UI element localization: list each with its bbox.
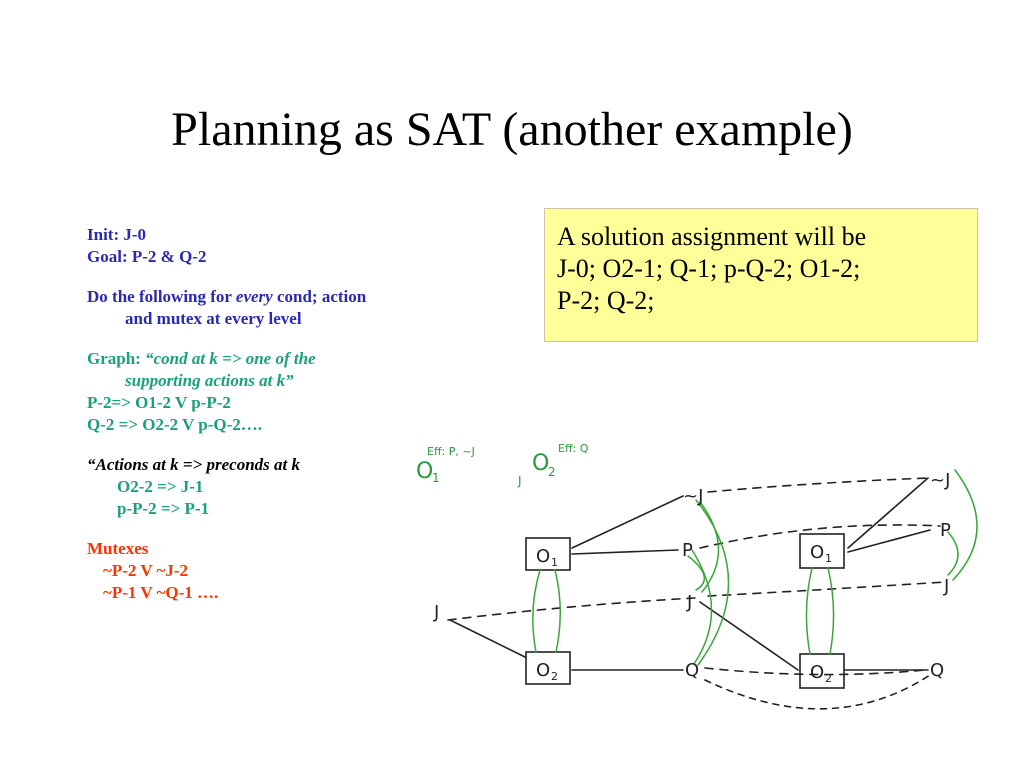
slide-title: Planning as SAT (another example): [171, 103, 853, 156]
graph-label: Graph:: [87, 349, 146, 368]
edge-o1-p2: [848, 530, 930, 552]
level2-p: P: [940, 520, 951, 541]
graph-quote-2: supporting actions at k”: [125, 371, 294, 390]
o2-l2-label: O: [810, 662, 825, 683]
legend-o1: O: [416, 459, 434, 484]
level2-notj: ~J: [930, 470, 951, 491]
edge-o1-p: [572, 550, 678, 554]
persist-notj1-notj2: [708, 478, 930, 492]
edge-j0-o2: [450, 620, 525, 657]
level1-j: J: [687, 592, 693, 613]
graph-line: [87, 348, 477, 370]
level2-q: Q: [930, 660, 945, 681]
do-every: every: [235, 287, 273, 306]
edge-o1-notj: [572, 496, 683, 548]
edge-j1-o2-2: [700, 602, 798, 670]
graph-example-1: P-2=> O1-2 V p-P-2: [87, 393, 231, 412]
mutex-notj-q: [696, 500, 729, 665]
level1-notj: ~J: [683, 486, 704, 507]
o1-eff-annotation: Eff: P, ~J: [427, 445, 475, 458]
mutexes-label: Mutexes: [87, 539, 149, 558]
do-line: [87, 286, 477, 308]
level1-q: Q: [685, 660, 700, 681]
planning-graph-diagram: [400, 420, 1000, 720]
mutex-p-j: [688, 556, 704, 590]
graph-example-2: Q-2 => O2-2 V p-Q-2….: [87, 415, 263, 434]
o2-l1-sub: 2: [551, 670, 558, 683]
do-suffix: cond; action: [272, 287, 367, 306]
level0-j: J: [434, 602, 440, 623]
solution-line-1: A solution assignment will be: [557, 222, 867, 251]
o1-l1-label: O: [536, 546, 551, 567]
init-line: Init: J-0: [87, 225, 147, 244]
actions-example-2: p-P-2 => P-1: [117, 499, 210, 518]
do-prefix: Do the following for: [87, 287, 236, 306]
edge-o1-notj2: [848, 478, 928, 548]
mutex-o1-o2-l1b: [555, 570, 560, 652]
o2-eff-annotation: Eff: Q: [558, 442, 589, 455]
solution-line-2: J-0; O2-1; Q-1; p-Q-2; O1-2;: [557, 254, 861, 283]
o1-l1-sub: 1: [551, 556, 558, 569]
legend-o2: O: [532, 451, 550, 476]
solution-line-3: P-2; Q-2;: [557, 286, 655, 315]
legend-o1-sub: 1: [432, 471, 440, 485]
level2-j: J: [944, 576, 950, 597]
mutex-example-1: ~P-2 V ~J-2: [103, 561, 189, 580]
goal-line: Goal: P-2 & Q-2: [87, 247, 207, 266]
level1-p: P: [682, 540, 693, 561]
o1-l2-label: O: [810, 542, 825, 563]
o1-l2-sub: 1: [825, 552, 832, 565]
persist-j0-j1: [448, 598, 695, 620]
mutex-o1-o2-l2b: [828, 568, 834, 654]
mutex-o1-o2-l2a: [806, 568, 812, 654]
persist-j1-j2: [708, 582, 945, 596]
mutex-o1-o2-l1a: [533, 570, 540, 652]
do-line-2: and mutex at every level: [125, 309, 302, 328]
graph-quote-1: “cond at k => one of the: [145, 349, 316, 368]
o2-l2-sub: 2: [825, 672, 832, 685]
legend-j: J: [518, 474, 522, 488]
solution-box: [544, 208, 978, 342]
o2-l1-label: O: [536, 660, 551, 681]
actions-example-1: O2-2 => J-1: [117, 477, 204, 496]
actions-quote: “Actions at k => preconds at k: [87, 455, 300, 474]
legend-o2-sub: 2: [548, 465, 556, 479]
mutex-example-2: ~P-1 V ~Q-1 ….: [103, 583, 219, 602]
